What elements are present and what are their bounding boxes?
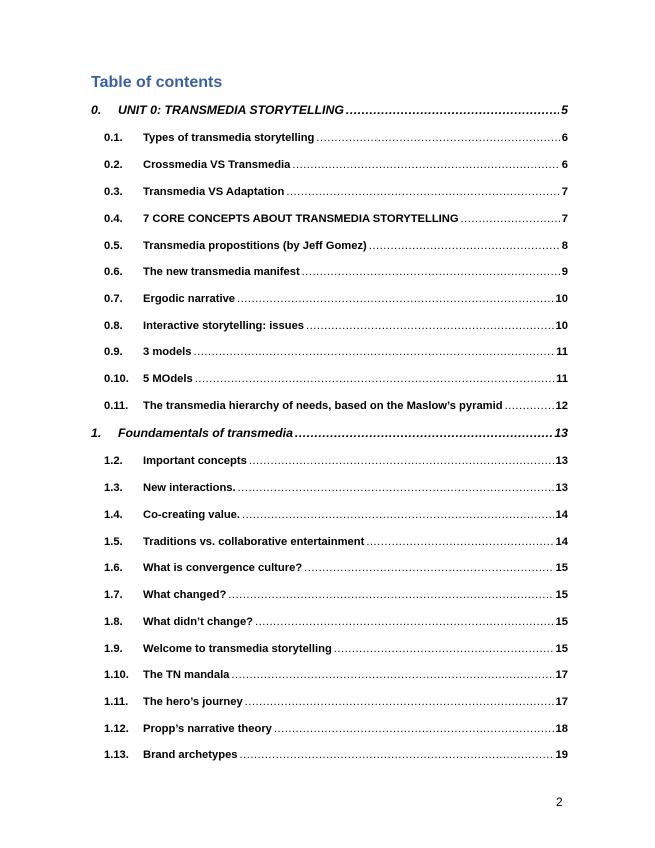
toc-entry-title[interactable]: 7 CORE CONCEPTS ABOUT TRANSMEDIA STORYTELLING [143, 213, 459, 225]
toc-entry-title[interactable]: What is convergence culture? [143, 562, 303, 574]
toc-entry[interactable] [104, 342, 568, 362]
toc-entry-number: 1. [91, 426, 102, 440]
toc-entry-title[interactable]: Foundamentals of transmedia [118, 426, 293, 440]
toc-entry-page: 10 [555, 293, 568, 305]
toc-entry[interactable] [104, 612, 568, 632]
toc-entry-page: 15 [555, 589, 568, 601]
toc-entry-title[interactable]: Transmedia propostitions (by Jeff Gomez) [143, 240, 367, 252]
toc-dot-leader [369, 240, 560, 252]
toc-entry-page: 14 [555, 509, 568, 521]
toc-entry[interactable] [104, 451, 568, 471]
toc-dot-leader [316, 132, 559, 144]
toc-entry-title[interactable]: The hero’s journey [143, 696, 243, 708]
toc-entry-number: 1.2. [104, 455, 123, 467]
toc-entry-number: 1.13. [104, 749, 129, 761]
toc-entry-page: 15 [555, 616, 568, 628]
toc-entry[interactable] [104, 692, 568, 712]
toc-entry-number: 0.1. [104, 132, 123, 144]
toc-entry-title[interactable]: 5 MOdels [143, 373, 193, 385]
toc-entry-number: 0.2. [104, 159, 123, 171]
toc-dot-leader [195, 373, 554, 385]
toc-dot-leader [249, 455, 554, 467]
toc-entry[interactable] [104, 478, 568, 498]
page-number: 2 [556, 795, 563, 809]
toc-entry-page: 7 [561, 213, 568, 225]
toc-entry[interactable] [104, 155, 568, 175]
toc-entry[interactable] [104, 505, 568, 525]
toc-entry-title[interactable]: What didn’t change? [143, 616, 254, 628]
toc-dot-leader [240, 749, 554, 761]
toc-entry-title[interactable]: Interactive storytelling: issues [143, 320, 305, 332]
toc-entry-page: 18 [555, 723, 568, 735]
toc-dot-leader [238, 482, 554, 494]
toc-entry[interactable] [104, 128, 568, 148]
toc-entry-page: 12 [555, 400, 568, 412]
toc-entry-title[interactable]: Welcome to transmedia storytelling [143, 643, 332, 655]
toc-entry-number: 1.8. [104, 616, 123, 628]
toc-entry-title[interactable]: Transmedia VS Adaptation [143, 186, 285, 198]
toc-dot-leader [245, 696, 554, 708]
toc-entry-number: 0.8. [104, 320, 123, 332]
toc-entry-number: 1.12. [104, 723, 129, 735]
toc-entry-page: 7 [561, 186, 568, 198]
toc-entry-number: 1.4. [104, 509, 123, 521]
toc-dot-leader [461, 213, 560, 225]
toc-entry[interactable] [104, 719, 568, 739]
toc-entry-page: 6 [561, 132, 568, 144]
toc-dot-leader [286, 186, 559, 198]
toc-entry-number: 0.4. [104, 213, 123, 225]
toc-entry-number: 1.3. [104, 482, 123, 494]
toc-entry-number: 0.6. [104, 266, 123, 278]
toc-dot-leader [346, 103, 559, 117]
toc-entry-title[interactable]: Crossmedia VS Transmedia [143, 159, 291, 171]
toc-entry-title[interactable]: Co-creating value. [143, 509, 240, 521]
toc-entry-title[interactable]: Ergodic narrative [143, 293, 236, 305]
toc-entry-title[interactable]: Traditions vs. collaborative entertainment [143, 536, 365, 548]
toc-entry-page: 13 [555, 482, 568, 494]
toc-entry-title[interactable]: What changed? [143, 589, 227, 601]
toc-entry[interactable] [104, 182, 568, 202]
toc-entry-page: 11 [556, 373, 568, 385]
toc-entry[interactable] [104, 262, 568, 282]
toc-entry-title[interactable]: 3 models [143, 346, 192, 358]
toc-entry-page: 17 [555, 696, 568, 708]
toc-entry-page: 15 [555, 562, 568, 574]
toc-entry-number: 0. [91, 103, 102, 117]
toc-entry-page: 8 [561, 240, 568, 252]
toc-entry-number: 0.10. [104, 373, 129, 385]
toc-entry[interactable] [104, 369, 568, 389]
toc-entry-page: 15 [555, 643, 568, 655]
toc-entry-title[interactable]: New interactions. [143, 482, 236, 494]
toc-entry-title[interactable]: UNIT 0: TRANSMEDIA STORYTELLING [118, 103, 344, 117]
toc-entry-page: 10 [555, 320, 568, 332]
toc-entry-page: 13 [554, 426, 568, 440]
toc-entry-page: 6 [561, 159, 568, 171]
toc-entry-title[interactable]: Propp’s narrative theory [143, 723, 272, 735]
toc-dot-leader [231, 669, 553, 681]
toc-dot-leader [228, 589, 553, 601]
toc-entry[interactable] [104, 396, 568, 416]
toc-entry-number: 1.5. [104, 536, 123, 548]
toc-entry-number: 0.3. [104, 186, 123, 198]
toc-dot-leader [242, 509, 554, 521]
toc-entry-title[interactable]: The transmedia hierarchy of needs, based on the Maslow’s pyramid [143, 400, 503, 412]
toc-entry-number: 1.9. [104, 643, 123, 655]
toc-entry[interactable] [91, 100, 568, 120]
toc-entry[interactable] [104, 665, 568, 685]
toc-dot-leader [334, 643, 554, 655]
toc-entry-number: 1.10. [104, 669, 129, 681]
toc-entry[interactable] [91, 423, 568, 443]
toc-heading: Table of contents [91, 74, 223, 91]
toc-entry[interactable] [104, 209, 568, 229]
toc-entry[interactable] [104, 558, 568, 578]
toc-entry-number: 0.7. [104, 293, 123, 305]
toc-dot-leader [255, 616, 554, 628]
toc-entry[interactable] [104, 745, 568, 765]
toc-entry-number: 0.5. [104, 240, 123, 252]
toc-dot-leader [194, 346, 555, 358]
toc-entry-page: 11 [556, 346, 568, 358]
toc-entry-page: 13 [555, 455, 568, 467]
toc-entry[interactable] [104, 639, 568, 659]
toc-entry-number: 0.9. [104, 346, 123, 358]
toc-dot-leader [274, 723, 554, 735]
toc-entry-page: 9 [561, 266, 568, 278]
toc-entry-title[interactable]: The TN mandala [143, 669, 230, 681]
toc-dot-leader [304, 562, 553, 574]
toc-entry[interactable] [104, 316, 568, 336]
toc-entry-title[interactable]: Types of transmedia storytelling [143, 132, 315, 144]
toc-entry-number: 1.11. [104, 696, 129, 708]
toc-entry-number: 1.7. [104, 589, 123, 601]
toc-entry-title[interactable]: Important concepts [143, 455, 247, 467]
toc-entry-title[interactable]: Brand archetypes [143, 749, 238, 761]
toc-entry-page: 14 [555, 536, 568, 548]
toc-entry-number: 1.6. [104, 562, 123, 574]
toc-dot-leader [366, 536, 553, 548]
toc-entry[interactable] [104, 532, 568, 552]
toc-entry-page: 17 [555, 669, 568, 681]
toc-dot-leader [505, 400, 554, 412]
toc-entry-number: 0.11. [104, 400, 129, 412]
toc-entry-page: 5 [561, 103, 568, 117]
toc-entry[interactable] [104, 236, 568, 256]
toc-entry-title[interactable]: The new transmedia manifest [143, 266, 300, 278]
toc-dot-leader [295, 426, 552, 440]
toc-dot-leader [306, 320, 554, 332]
toc-dot-leader [302, 266, 560, 278]
toc-entry[interactable] [104, 585, 568, 605]
toc-entry[interactable] [104, 289, 568, 309]
toc-dot-leader [292, 159, 559, 171]
toc-entry-page: 19 [555, 749, 568, 761]
toc-dot-leader [237, 293, 554, 305]
